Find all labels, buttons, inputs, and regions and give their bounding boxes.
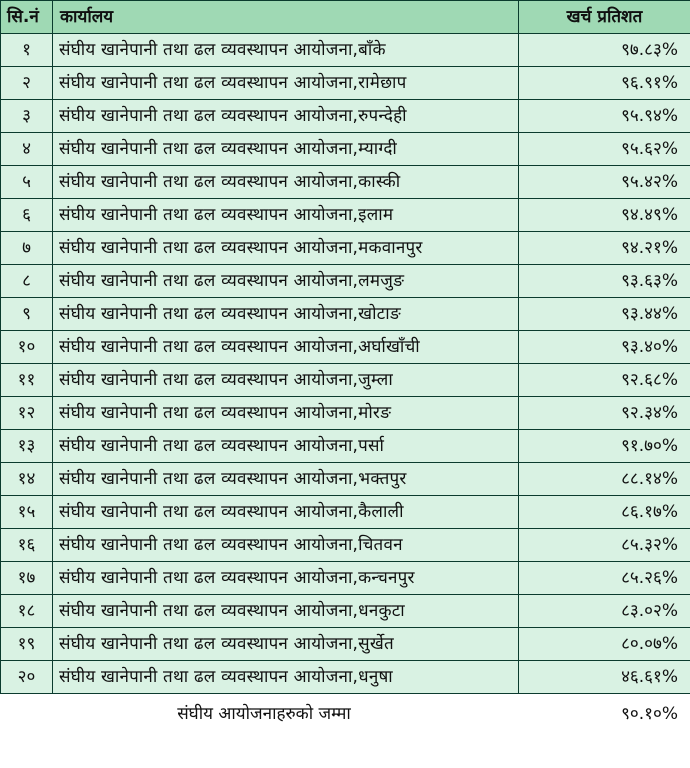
table-row <box>1 34 690 67</box>
cell-serial: ३ <box>1 100 53 133</box>
cell-office: संघीय खानेपानी तथा ढल व्यवस्थापन आयोजना,कास्की <box>53 166 519 199</box>
cell-serial: १९ <box>1 628 53 661</box>
cell-office: संघीय खानेपानी तथा ढल व्यवस्थापन आयोजना,पर्सा <box>53 430 519 463</box>
table-row <box>1 199 690 232</box>
cell-percent: ८३.०२% <box>519 595 690 628</box>
table-header-row <box>1 1 690 34</box>
table-row <box>1 628 690 661</box>
table-row <box>1 232 690 265</box>
cell-percent: ९६.९१% <box>519 67 690 100</box>
cell-percent: ९५.९४% <box>519 100 690 133</box>
table-row <box>1 364 690 397</box>
table-row <box>1 265 690 298</box>
cell-serial: १ <box>1 34 53 67</box>
table-row <box>1 67 690 100</box>
cell-office: संघीय खानेपानी तथा ढल व्यवस्थापन आयोजना,रामेछाप <box>53 67 519 100</box>
table-row <box>1 562 690 595</box>
table-body <box>1 34 690 694</box>
cell-percent: ९२.६८% <box>519 364 690 397</box>
total-row <box>0 694 690 730</box>
cell-office: संघीय खानेपानी तथा ढल व्यवस्थापन आयोजना,खोटाङ <box>53 298 519 331</box>
cell-percent: ९५.६२% <box>519 133 690 166</box>
cell-percent: ८८.१४% <box>519 463 690 496</box>
cell-percent: ४६.६१% <box>519 661 690 694</box>
cell-office: संघीय खानेपानी तथा ढल व्यवस्थापन आयोजना,लमजुङ <box>53 265 519 298</box>
cell-office: संघीय खानेपानी तथा ढल व्यवस्थापन आयोजना,म्याग्दी <box>53 133 519 166</box>
cell-serial: ४ <box>1 133 53 166</box>
cell-percent: ९१.७०% <box>519 430 690 463</box>
cell-office: संघीय खानेपानी तथा ढल व्यवस्थापन आयोजना,जुम्ला <box>53 364 519 397</box>
cell-office: संघीय खानेपानी तथा ढल व्यवस्थापन आयोजना,कन्चनपुर <box>53 562 519 595</box>
cell-office: संघीय खानेपानी तथा ढल व्यवस्थापन आयोजना,इलाम <box>53 199 519 232</box>
cell-percent: ९३.६३% <box>519 265 690 298</box>
column-header-serial: सि.नं <box>1 1 53 34</box>
cell-percent: ९५.४२% <box>519 166 690 199</box>
total-value: ९०.१०% <box>621 703 678 724</box>
cell-serial: १३ <box>1 430 53 463</box>
cell-office: संघीय खानेपानी तथा ढल व्यवस्थापन आयोजना,कैलाली <box>53 496 519 529</box>
cell-percent: ९७.८३% <box>519 34 690 67</box>
column-header-expense-percent: खर्च प्रतिशत <box>519 1 690 34</box>
cell-percent: ९३.४४% <box>519 298 690 331</box>
cell-percent: ९४.४९% <box>519 199 690 232</box>
column-header-office: कार्यालय <box>53 1 519 34</box>
cell-office: संघीय खानेपानी तथा ढल व्यवस्थापन आयोजना,बाँके <box>53 34 519 67</box>
cell-percent: ८५.३२% <box>519 529 690 562</box>
cell-serial: १४ <box>1 463 53 496</box>
cell-serial: ७ <box>1 232 53 265</box>
cell-office: संघीय खानेपानी तथा ढल व्यवस्थापन आयोजना,अर्घाखाँची <box>53 331 519 364</box>
cell-serial: १२ <box>1 397 53 430</box>
cell-serial: ९ <box>1 298 53 331</box>
cell-serial: १७ <box>1 562 53 595</box>
cell-serial: ८ <box>1 265 53 298</box>
table-row <box>1 529 690 562</box>
cell-serial: २० <box>1 661 53 694</box>
table-row <box>1 298 690 331</box>
cell-percent: ९२.३४% <box>519 397 690 430</box>
cell-office: संघीय खानेपानी तथा ढल व्यवस्थापन आयोजना,धनकुटा <box>53 595 519 628</box>
cell-office: संघीय खानेपानी तथा ढल व्यवस्थापन आयोजना,मोरङ <box>53 397 519 430</box>
cell-office: संघीय खानेपानी तथा ढल व्यवस्थापन आयोजना,चितवन <box>53 529 519 562</box>
cell-percent: ८६.१७% <box>519 496 690 529</box>
table-row <box>1 463 690 496</box>
table-row <box>1 100 690 133</box>
table-row <box>1 430 690 463</box>
cell-office: संघीय खानेपानी तथा ढल व्यवस्थापन आयोजना,मकवानपुर <box>53 232 519 265</box>
table-row <box>1 133 690 166</box>
table-header <box>1 1 690 34</box>
table-row <box>1 595 690 628</box>
table-row <box>1 661 690 694</box>
cell-serial: ५ <box>1 166 53 199</box>
table-row <box>1 496 690 529</box>
cell-serial: १५ <box>1 496 53 529</box>
cell-percent: ८०.०७% <box>519 628 690 661</box>
cell-serial: १६ <box>1 529 53 562</box>
cell-serial: ६ <box>1 199 53 232</box>
cell-percent: ९४.२१% <box>519 232 690 265</box>
cell-percent: ९३.४०% <box>519 331 690 364</box>
table-row <box>1 331 690 364</box>
cell-serial: २ <box>1 67 53 100</box>
cell-serial: १८ <box>1 595 53 628</box>
table-row <box>1 166 690 199</box>
cell-office: संघीय खानेपानी तथा ढल व्यवस्थापन आयोजना,सुर्खेत <box>53 628 519 661</box>
cell-serial: ११ <box>1 364 53 397</box>
table-row <box>1 397 690 430</box>
cell-serial: १० <box>1 331 53 364</box>
cell-office: संघीय खानेपानी तथा ढल व्यवस्थापन आयोजना,भक्तपुर <box>53 463 519 496</box>
cell-office: संघीय खानेपानी तथा ढल व्यवस्थापन आयोजना,धनुषा <box>53 661 519 694</box>
cell-percent: ८५.२६% <box>519 562 690 595</box>
total-label: संघीय आयोजनाहरुको जम्मा <box>177 703 351 724</box>
cell-office: संघीय खानेपानी तथा ढल व्यवस्थापन आयोजना,रुपन्देही <box>53 100 519 133</box>
